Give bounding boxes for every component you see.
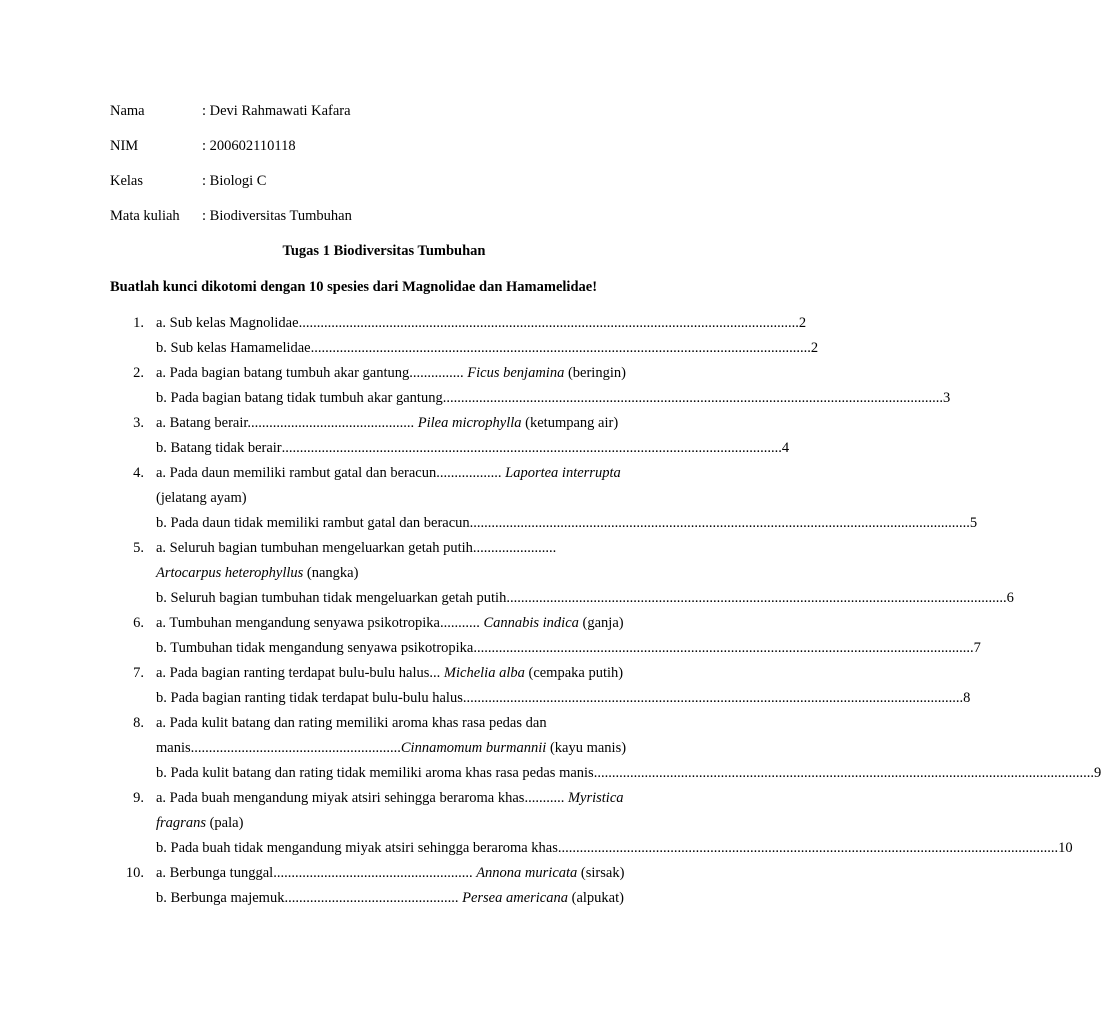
next-step: 2 [798,315,807,331]
couplet-text: b. Seluruh bagian tumbuhan tidak mengeluarkan getah putih [156,590,507,606]
key-line-9a: a. Pada buah mengandung miyak atsiri sehingga beraroma khas........... Myristica [156,790,624,806]
dot-leader: .......................................................................................................................................... [593,765,1094,781]
field-label: Kelas [110,173,144,189]
key-line-6b [156,636,981,661]
key-number: 8. [133,715,144,731]
key-line-4a-cont [156,486,658,511]
species-name: Artocarpus heterophyllus [156,565,304,581]
instruction-text: Buatlah kunci dikotomi dengan 10 spesies dari Magnolidae dan Hamamelidae! [110,279,598,295]
couplet-text: a. Berbunga tunggal [156,865,274,881]
couplet-text: b. Pada buah tidak mengandung miyak atsiri sehingga beraroma khas [156,840,558,856]
field-value: : Devi Rahmawati Kafara [202,103,351,119]
key-line-10a: a. Berbunga tunggal....................................................... Annona muricata (sirsak) [156,865,625,881]
couplet-text: b. Pada daun tidak memiliki rambut gatal dan beracun [156,515,470,531]
common-name: (ganja) [582,615,624,631]
key-line-2b [156,386,951,411]
dot-leader: .......................................................................................................................................... [469,515,970,531]
couplet-text: a. Sub kelas Magnolidae [156,315,299,331]
next-step: 2 [810,340,819,356]
key-number: 4. [133,465,144,481]
key-line-5a: a. Seluruh bagian tumbuhan mengeluarkan getah putih....................... [156,540,557,556]
key-number: 7. [133,665,144,681]
field-label: NIM [110,138,139,154]
key-number: 10. [125,865,144,881]
key-line-5b [156,586,1014,611]
key-line-1a [156,311,807,336]
key-line-4a: a. Pada daun memiliki rambut gatal dan beracun.................. Laportea interrupta [156,465,621,481]
common-name: (sirsak) [580,865,625,881]
species-name: Michelia alba [443,665,525,681]
couplet-text: b. Pada kulit batang dan rating tidak memiliki aroma khas rasa pedas manis [156,765,594,781]
species-epithet: fragrans [156,815,206,831]
key-line-4b [156,511,978,536]
key-number: 5. [133,540,144,556]
next-step: 8 [963,690,971,706]
next-step: 3 [942,390,951,406]
key-line-5a-cont [156,561,658,586]
dot-leader: .......................................................................................................................................... [506,590,1007,606]
key-line-10b: b. Berbunga majemuk................................................ Persea americana (alpukat) [156,890,624,906]
key-line-3a: a. Batang berair.............................................. Pilea microphylla (ketumpang air) [156,415,619,431]
field-label: Nama [110,103,145,119]
field-label: Mata kuliah [110,208,180,224]
key-number: 1. [133,315,144,331]
couplet-text: a. Pada buah mengandung miyak atsiri sehingga beraroma khas [156,790,525,806]
couplet-text: b. Tumbuhan tidak mengandung senyawa psikotropika [156,640,474,656]
species-name: Laportea interrupta [505,465,621,481]
next-step: 10 [1058,840,1073,856]
key-line-6a: a. Tumbuhan mengandung senyawa psikotropika........... Cannabis indica (ganja) [156,615,624,631]
common-name: (ketumpang air) [525,415,619,431]
next-step: 4 [781,440,790,456]
field-value: : 200602110118 [202,138,296,154]
common-name: (nangka) [306,565,359,581]
common-name: (jelatang ayam) [156,490,247,506]
key-line-7a: a. Pada bagian ranting terdapat bulu-bulu halus... Michelia alba (cempaka putih) [156,665,624,681]
key-line-8b [156,761,1101,786]
field-value: : Biologi C [202,173,267,189]
document-title: Tugas 1 Biodiversitas Tumbuhan [282,243,486,259]
couplet-text: b. Berbunga majemuk [156,890,285,906]
dot-leader: .......................................................................................................................................... [473,640,974,656]
couplet-text: b. Pada bagian ranting tidak terdapat bulu-bulu halus [156,690,463,706]
field-value: : Biodiversitas Tumbuhan [202,208,352,224]
couplet-text: a. Pada daun memiliki rambut gatal dan beracun [156,465,437,481]
species-name: Ficus benjamina [467,365,565,381]
species-name: Cinnamomum burmannii [400,740,547,756]
dot-leader: .......................................................................................................................................... [310,340,811,356]
common-name: (beringin) [567,365,626,381]
couplet-text: a. Pada bagian batang tumbuh akar gantung [156,365,410,381]
key-number: 2. [133,365,144,381]
key-line-8a: a. Pada kulit batang dan rating memiliki aroma khas rasa pedas dan [156,715,547,731]
info-row-nama [110,101,351,121]
dot-leader: .......................................................................................................................................... [281,440,782,456]
dot-leader: .......................................................................................................................................... [557,840,1059,856]
couplet-text: a. Pada bagian ranting terdapat bulu-bulu halus [156,665,430,681]
key-line-8a-cont: manis..........................................................Cinnamomum burmannii (kayu manis) [156,740,627,756]
key-line-1b [156,336,819,361]
common-name: (kayu manis) [549,740,627,756]
dot-leader: .......................................................................................................................................... [442,390,943,406]
couplet-text: a. Seluruh bagian tumbuhan mengeluarkan getah putih [156,540,473,556]
key-number: 9. [133,790,144,806]
dot-leader: .......................................................................................................................................... [462,690,964,706]
dot-leader: .......................................................................................................................................... [298,315,799,331]
species-genus: Myristica [567,790,624,806]
species-name: Pilea microphylla [417,415,522,431]
couplet-text: b. Pada bagian batang tidak tumbuh akar gantung [156,390,443,406]
species-name: Persea americana [462,890,568,906]
species-name: Annona muricata [476,865,578,881]
key-number: 6. [133,615,144,631]
common-name: (alpukat) [571,890,624,906]
couplet-text: b. Sub kelas Hamamelidae [156,340,311,356]
key-line-9b [156,836,1073,861]
couplet-text: b. Batang tidak berair [156,440,282,456]
info-row-kelas [110,171,266,191]
species-name: Cannabis indica [483,615,579,631]
couplet-text: a. Tumbuhan mengandung senyawa psikotropika [156,615,440,631]
next-step: 7 [973,640,981,656]
next-step: 9 [1093,765,1101,781]
key-line-7b [156,686,971,711]
common-name: (cempaka putih) [528,665,624,681]
key-number: 3. [133,415,144,431]
info-row-nim [110,136,296,156]
info-row-mata-kuliah [110,206,352,226]
key-line-9a-cont [156,811,658,836]
next-step: 5 [969,515,978,531]
couplet-text: a. Batang berair [156,415,248,431]
next-step: 6 [1006,590,1014,606]
common-name: (pala) [209,815,244,831]
key-line-2a: a. Pada bagian batang tumbuh akar gantung............... Ficus benjamina (beringin) [156,365,626,381]
key-line-3b [156,436,790,461]
